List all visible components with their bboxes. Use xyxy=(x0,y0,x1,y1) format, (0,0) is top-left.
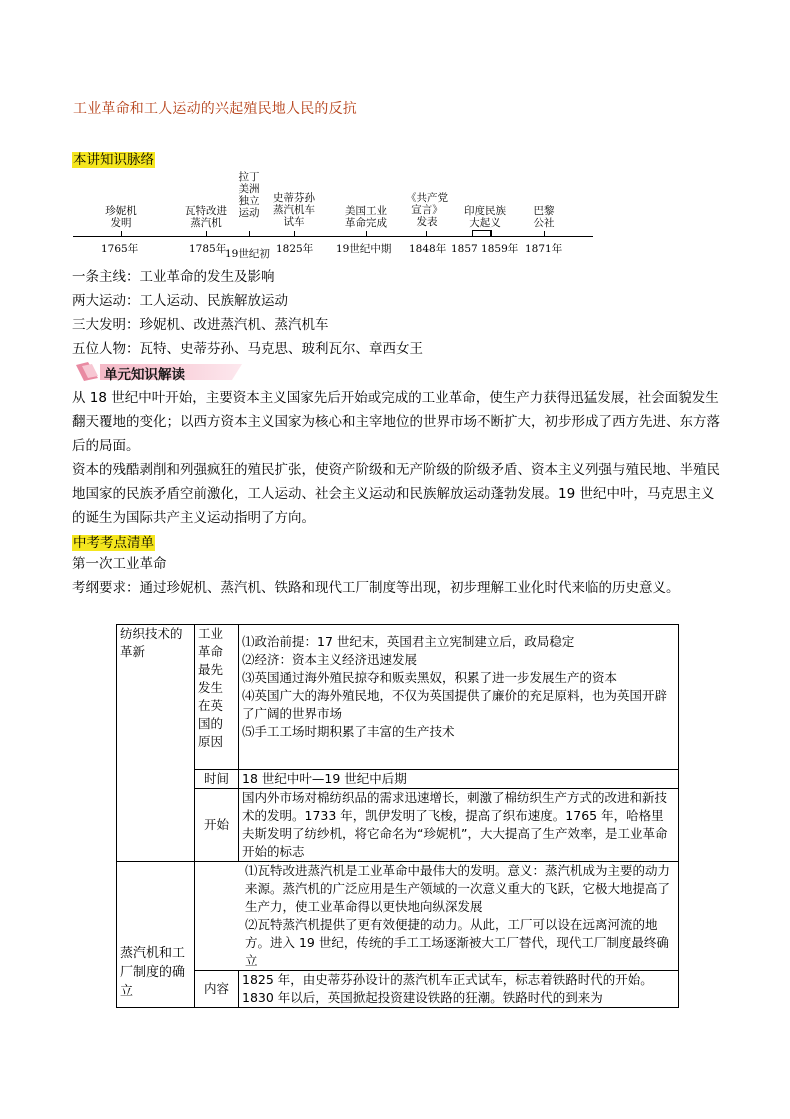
table-label-cell xyxy=(195,625,239,770)
timeline-tick xyxy=(544,231,545,237)
unit-heading-banner xyxy=(72,362,242,382)
summary-line: 两大运动：工人运动、民族解放运动 xyxy=(72,293,288,309)
table-content-cell xyxy=(239,971,679,1008)
reason-item: ⑶英国通过海外殖民掠夺和贩卖黑奴，积累了进一步发展生产的资本 xyxy=(242,670,618,685)
timeline-event-year: 1765年 xyxy=(101,243,139,255)
unit-paragraph: 从 18 世纪中叶开始，主要资本主义国家先后开始或完成的工业革命，使生产力获得迅猛发展，社会面貌发生翻天覆地的变化；以西方资本主义国家为核心和主宰地位的世界市场不断扩大，初步形成了西方先进、东方落后的局面。 xyxy=(72,390,720,454)
timeline xyxy=(0,0,790,270)
time-label: 时间 xyxy=(203,771,229,786)
table-content-cell xyxy=(239,789,679,862)
reason-item: ⑸手工工场时期积累了丰富的生产技术 xyxy=(242,724,455,739)
knowledge-table xyxy=(116,624,679,1008)
table-category-cell xyxy=(117,862,195,1008)
timeline-tick xyxy=(249,231,250,237)
timeline-event-year: 1825年 xyxy=(276,243,314,255)
timeline-event-year: 1785年 xyxy=(189,243,227,255)
summary-line: 五位人物：瓦特、史蒂芬孙、马克思、玻利瓦尔、章西女王 xyxy=(72,341,423,357)
timeline-tick xyxy=(294,231,295,237)
table-row xyxy=(117,862,679,971)
reason-item: ⑵经济：资本主义经济迅速发展 xyxy=(242,652,418,667)
content-label: 内容 xyxy=(203,981,229,996)
table-label-cell xyxy=(195,770,239,789)
timeline-event-label: 珍妮机 发明 xyxy=(105,205,137,229)
table-label-cell xyxy=(195,971,239,1008)
timeline-event-label: 美国工业 革命完成 xyxy=(345,205,387,229)
summary-list xyxy=(72,265,423,361)
timeline-event-label: 拉丁 美洲 独立 运动 xyxy=(238,171,260,219)
start-text: 国内外市场对棉纺织品的需求迅速增长，刺激了棉纺织生产方式的改进和新技术的发明。1733 年，凯伊发明了飞梭，提高了织布速度。1765 年，哈格里夫斯发明了纺纱机，将它命名为“珍妮机”，大大提高了生产效率，是工业革命开始的标志 xyxy=(242,790,668,859)
table-label-cell xyxy=(195,789,239,862)
steam-item: ⑵瓦特蒸汽机提供了更有效便捷的动力。从此，工厂可以设在远离河流的地方。进入 19 世纪，传统的手工工场逐渐被大工厂替代，现代工厂制度最终确立 xyxy=(245,917,669,968)
exam-heading: 中考考点清单 xyxy=(73,535,154,551)
table-category-cell xyxy=(117,625,195,862)
unit-heading: 单元知识解读 xyxy=(104,367,185,383)
timeline-tick xyxy=(121,231,122,237)
first-revolution-label: 第一次工业革命 xyxy=(72,556,167,572)
timeline-tick xyxy=(206,231,207,237)
timeline-event-year: 1871年 xyxy=(525,243,563,255)
table-row xyxy=(117,770,679,789)
time-value: 18 世纪中叶—19 世纪中后期 xyxy=(242,771,407,786)
timeline-bracket xyxy=(472,230,492,236)
steam-item: ⑴瓦特改进蒸汽机是工业革命中最伟大的发明。意义：蒸汽机成为主要的动力来源。蒸汽机的广泛应用是生产领域的一次意义重大的飞跃，它极大地提高了生产力，使工业革命得以更快地向纵深发展 xyxy=(245,863,671,914)
table-content-cell xyxy=(239,625,679,770)
content-text: 1825 年，由史蒂芬孙设计的蒸汽机车正式试车，标志着铁路时代的开始。1830 年以后，英国掀起投资建设铁路的狂潮。铁路时代的到来为 xyxy=(242,972,653,1005)
reason-item: ⑴政治前提：17 世纪末，英国君主立宪制建立后，政局稳定 xyxy=(242,634,575,649)
summary-line: 一条主线：工业革命的发生及影响 xyxy=(72,269,275,285)
timeline-tick xyxy=(490,231,491,237)
table-content-cell xyxy=(239,770,679,789)
timeline-event-label: 瓦特改进 蒸汽机 xyxy=(185,205,227,229)
reasons-label: 工业革命最先发生在英国的原因 xyxy=(198,626,224,749)
timeline-event-label: 印度民族 大起义 xyxy=(464,205,506,229)
timeline-event-year: 1857 1859年 xyxy=(451,243,519,255)
summary-line: 三大发明：珍妮机、改进蒸汽机、蒸汽机车 xyxy=(72,317,329,333)
table-content-cell xyxy=(195,862,679,971)
timeline-event-label: 巴黎 公社 xyxy=(533,205,555,229)
table-row xyxy=(117,625,679,770)
timeline-event-label: 史蒂芬孙 蒸汽机车 试车 xyxy=(273,192,315,228)
table-category: 蒸汽机和工厂制度的确立 xyxy=(120,946,186,999)
timeline-tick xyxy=(472,231,473,237)
reason-item: ⑷英国广大的海外殖民地，不仅为英国提供了廉价的充足原料，也为英国开辟了广阔的世界市场 xyxy=(242,688,668,721)
knowledge-outline-heading: 本讲知识脉络 xyxy=(73,152,154,168)
timeline-tick xyxy=(366,231,367,237)
timeline-event-year: 19世纪中期 xyxy=(336,243,392,255)
unit-text xyxy=(72,386,727,530)
timeline-event-label: 《共产党 宣言》 发表 xyxy=(406,192,448,228)
table-row xyxy=(117,789,679,862)
page-title: 工业革命和工人运动的兴起殖民地人民的反抗 xyxy=(73,101,357,117)
timeline-tick xyxy=(426,231,427,237)
syllabus-text: 考纲要求：通过珍妮机、蒸汽机、铁路和现代工厂制度等出现，初步理解工业化时代来临的历史意义。 xyxy=(72,580,680,596)
table-category: 纺织技术的革新 xyxy=(120,626,183,659)
table-row xyxy=(117,971,679,1008)
timeline-axis xyxy=(73,236,593,237)
unit-paragraph: 资本的残酷剥削和列强疯狂的殖民扩张，使资产阶级和无产阶级的阶级矛盾、资本主义列强与殖民地、半殖民地国家的民族矛盾空前激化，工人运动、社会主义运动和民族解放运动蓬勃发展。19 世纪中叶，马克思主义的诞生为国际共产主义运动指明了方向。 xyxy=(72,462,720,526)
timeline-event-year: 1848年 xyxy=(409,243,447,255)
start-label: 开始 xyxy=(203,817,229,832)
timeline-event-year: 19世纪初 xyxy=(225,248,270,260)
